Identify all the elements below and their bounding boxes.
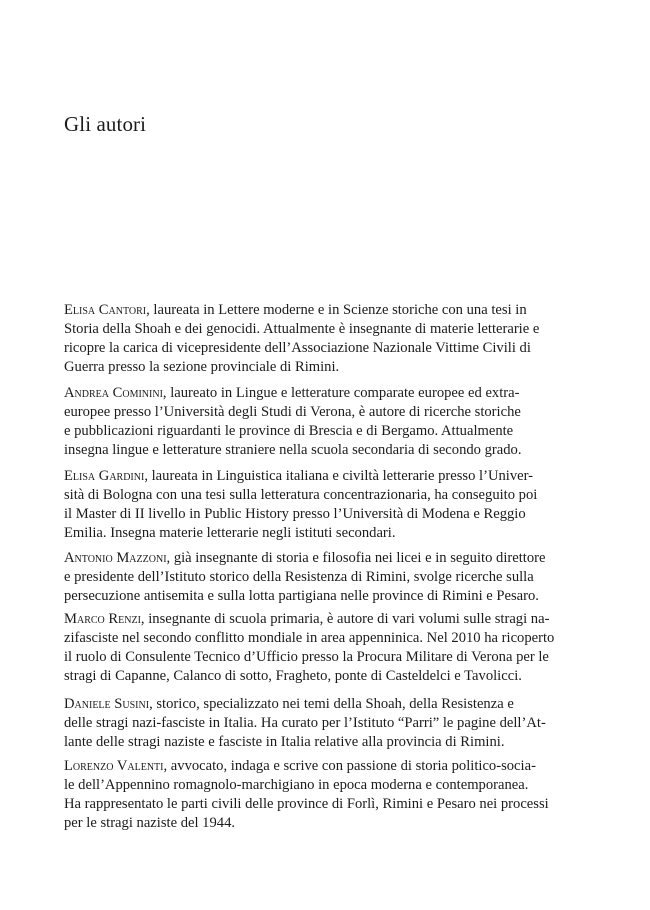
author-bio-renzi [64,610,564,686]
bio-text: delle stragi nazi-fasciste in Italia. Ha curato per l’Istituto “Parri” le pagine dell’At- [64,715,546,731]
bio-text: , laureato in Lingue e letterature comparate europee ed extra- [162,385,520,401]
bio-text: le dell’Appennino romagnolo-marchigiano in epoca moderna e contemporanea. [64,777,529,793]
author-bio-gardini [64,467,564,543]
author-bio-cantori [64,301,564,377]
author-bio-mazzoni [64,549,564,606]
bio-text: Ha rappresentato le parti civili delle province di Forlì, Rimini e Pesaro nei processi [64,796,549,812]
author-name: Elisa Cantori [64,302,147,318]
bio-text: , laureata in Linguistica italiana e civiltà letterarie presso l’Univer- [144,468,534,484]
bio-text: stragi di Capanne, Calanco di sotto, Fragheto, ponte di Casteldelci e Tavolicci. [64,668,522,684]
bio-text: ricopre la carica di vicepresidente dell’Associazione Nazionale Vittime Civili di [64,340,531,356]
page-title: Gli autori [64,112,147,136]
bio-text: , insegnante di scuola primaria, è autore di vari volumi sulle stragi na- [140,611,550,627]
bio-text: europee presso l’Università degli Studi di Verona, è autore di ricerche storiche [64,404,521,420]
bio-text: e pubblicazioni riguardanti le province di Brescia e di Bergamo. Attualmente [64,423,514,439]
bio-text: il Master di II livello in Public History presso l’Università di Modena e Reggio [64,506,526,522]
author-name: Andrea Cominini [64,385,163,401]
bio-text: persecuzione antisemita e sulla lotta partigiana nelle province di Rimini e Pesaro. [64,588,539,604]
author-name: Antonio Mazzoni [64,550,167,566]
bio-text: per le stragi naziste del 1944. [64,815,236,831]
bio-text: Emilia. Insegna materie letterarie negli istituti secondari. [64,525,396,541]
bio-text: , storico, specializzato nei temi della Shoah, della Resistenza e [149,696,514,712]
author-bio-cominini [64,384,564,460]
bio-text: insegna lingue e letterature straniere nella scuola secondaria di secondo grado. [64,442,522,458]
bio-text: e presidente dell’Istituto storico della Resistenza di Rimini, svolge ricerche sulla [64,569,534,585]
bio-text: lante delle stragi naziste e fasciste in Italia relative alla provincia di Rimini. [64,734,505,750]
bio-text: , già insegnante di storia e filosofia nei licei e in seguito direttore [166,550,546,566]
bio-text: , avvocato, indaga e scrive con passione di storia politico-socia- [163,758,536,774]
bio-text: il ruolo di Consulente Tecnico d’Ufficio presso la Procura Militare di Verona per le [64,649,549,665]
bio-text: , laureata in Lettere moderne e in Scienze storiche con una tesi in [146,302,527,318]
bio-text: Guerra presso la sezione provinciale di Rimini. [64,359,340,375]
bio-text: zifasciste nel secondo conflitto mondiale in area appenninica. Nel 2010 ha ricoperto [64,630,555,646]
author-name: Lorenzo Valenti [64,758,164,774]
author-name: Daniele Susini [64,696,150,712]
bio-text: Storia della Shoah e dei genocidi. Attualmente è insegnante di materie letterarie e [64,321,540,337]
author-name: Elisa Gardini [64,468,145,484]
author-bio-susini [64,695,564,752]
author-bio-valenti [64,757,564,833]
bio-text: sità di Bologna con una tesi sulla letteratura concentrazionaria, ha conseguito poi [64,487,538,503]
author-name: Marco Renzi [64,611,141,627]
